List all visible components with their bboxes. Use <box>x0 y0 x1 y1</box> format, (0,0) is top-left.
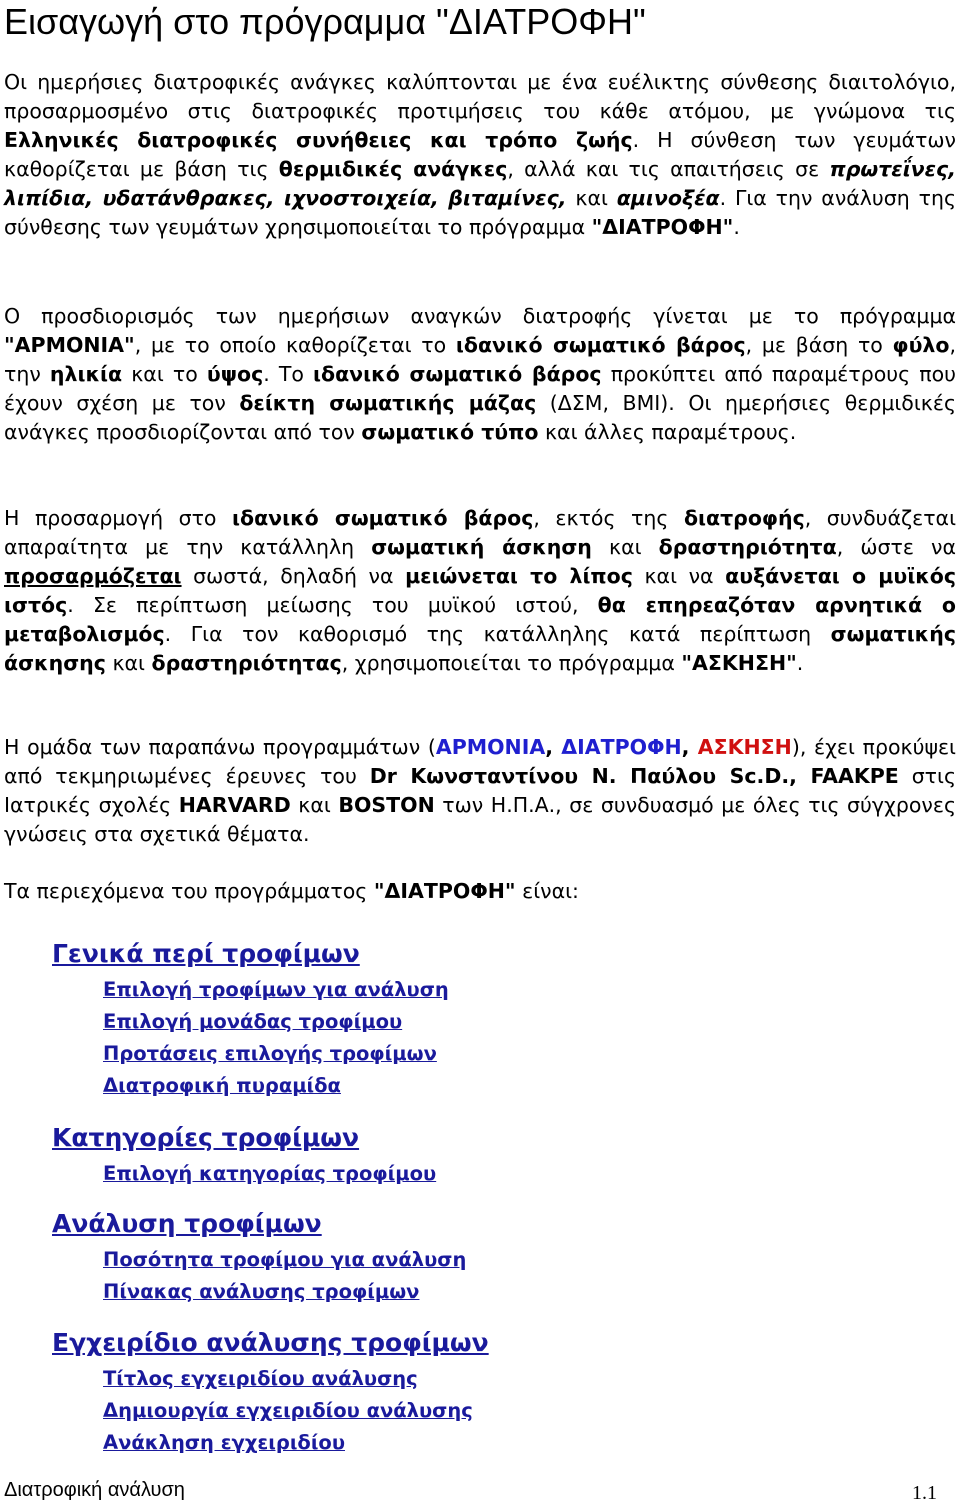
intro-paragraph <box>4 68 956 242</box>
emphasis: ιδανικό σωματικό βάρος <box>455 333 746 357</box>
text: , συνδυάζεται απαραίτητα με την κατάλληλη <box>4 506 957 559</box>
text: . Για την ανάλυση της σύνθεσης των γευμάτων χρησιμοποιείται το πρόγραμμα <box>4 186 956 239</box>
toc-link-handbook-create[interactable]: Δημιουργία εγχειριδίου ανάλυσης <box>103 1399 473 1422</box>
programs-paragraph <box>4 733 956 849</box>
text: , χρησιμοποιείται το πρόγραμμα <box>341 651 682 675</box>
text: και να <box>632 564 726 588</box>
text: είναι: <box>515 879 579 903</box>
emphasis: δείκτη σωματικής μάζας <box>239 391 537 415</box>
toc-heading-handbook[interactable]: Εγχειρίδιο ανάλυσης τροφίμων <box>52 1328 489 1357</box>
text: Οι ημερήσιες διατροφικές ανάγκες καλύπτονται με ένα ευέλικτης σύνθεσης διαιτολόγιο, προσαρμοσμένο στις διατροφικές προτιμήσεις του κάθε ατόμου, με γνώμονα τις <box>4 70 956 123</box>
emphasis: ύψος <box>206 362 264 386</box>
emphasis: "ΑΡΜΟΝΙΑ" <box>4 333 135 357</box>
emphasis: μειώνεται το λίπος <box>405 564 633 588</box>
text: των Η.Π.Α., σε συνδυασμό με όλες τις σύγχρονες γνώσεις στα σχετικά θέματα. <box>4 793 956 846</box>
text: σωστά, δηλαδή να <box>181 564 406 588</box>
text: Η προσαρμογή στο <box>4 506 232 530</box>
emphasis: προσαρμόζεται <box>4 564 182 588</box>
toc-link-food-suggestions[interactable]: Προτάσεις επιλογής τροφίμων <box>103 1042 437 1065</box>
emphasis: "ΔΙΑΤΡΟΦΗ" <box>591 215 734 239</box>
emphasis: ιδανικό σωματικό βάρος <box>232 506 534 530</box>
emphasis: ιδανικό σωματικό βάρος <box>313 362 602 386</box>
text: , αλλά και τις απαιτήσεις σε <box>507 157 830 181</box>
contents-intro <box>4 877 956 906</box>
needs-paragraph <box>4 302 956 447</box>
emphasis: θερμιδικές ανάγκες <box>278 157 508 181</box>
text: , με το οποίο καθορίζεται το <box>134 333 456 357</box>
text: στις Ιατρικές σχολές <box>4 764 956 817</box>
emphasis: αμινοξέα <box>616 186 720 210</box>
emphasis: "ΑΣΚΗΣΗ" <box>681 651 797 675</box>
toc-link-food-selection[interactable]: Επιλογή τροφίμων για ανάλυση <box>103 978 449 1001</box>
emphasis: θα επηρεαζόταν αρνητικά ο μεταβολισμός <box>4 593 956 646</box>
text: , ώστε να <box>836 535 956 559</box>
emphasis: σωματικής άσκησης <box>4 622 956 675</box>
text: και άλλες παραμέτρους. <box>538 420 797 444</box>
emphasis: "ΔΙΑΤΡΟΦΗ" <box>373 879 516 903</box>
toc-heading-categories[interactable]: Κατηγορίες τροφίμων <box>52 1123 360 1152</box>
text: . Για τον καθορισμό της κατάλληλης κατά περίπτωση <box>164 622 831 646</box>
emphasis: HARVARD <box>178 793 291 817</box>
emphasis: ηλικία <box>49 362 123 386</box>
footer-section-title: Διατροφική ανάλυση <box>4 1479 185 1501</box>
text: Η ομάδα των παραπάνω προγραμμάτων ( <box>4 735 436 759</box>
text: και <box>566 186 617 210</box>
program-name-askisi: ΑΣΚΗΣΗ <box>697 735 792 759</box>
toc-link-analysis-table[interactable]: Πίνακας ανάλυσης τροφίμων <box>103 1280 420 1303</box>
exercise-paragraph <box>4 504 956 678</box>
toc-link-handbook-title[interactable]: Τίτλος εγχειριδίου ανάλυσης <box>103 1367 418 1390</box>
emphasis: δραστηριότητας <box>151 651 342 675</box>
program-name-armonia: ΑΡΜΟΝΙΑ <box>435 735 546 759</box>
text: . Το <box>263 362 314 386</box>
text: , εκτός της <box>533 506 684 530</box>
toc-heading-analysis[interactable]: Ανάλυση τροφίμων <box>52 1209 322 1238</box>
page-title: Εισαγωγή στο πρόγραμμα "ΔΙΑΤΡΟΦΗ" <box>4 1 646 42</box>
program-name-diatrofi: ΔΙΑΤΡΟΦΗ <box>561 735 682 759</box>
text: Τα περιεχόμενα του προγράμματος <box>4 879 374 903</box>
page-number: 1.1 <box>912 1482 937 1504</box>
text: . Η σύνθεση των γευμάτων καθορίζεται με βάση τις <box>4 128 956 181</box>
text: (ΔΣΜ, BMI). Οι ημερήσιες θερμιδικές ανάγκες προσδιορίζονται από τον <box>4 391 956 444</box>
emphasis: BOSTON <box>338 793 435 817</box>
text: ), έχει προκύψει από τεκμηριωμένες έρευνες του <box>4 735 956 788</box>
text: και <box>290 793 339 817</box>
toc-link-food-pyramid[interactable]: Διατροφική πυραμίδα <box>103 1074 341 1097</box>
emphasis: αυξάνεται ο μυϊκός ιστός <box>4 564 956 617</box>
toc-heading-general[interactable]: Γενικά περί τροφίμων <box>52 939 360 968</box>
emphasis: διατροφής <box>683 506 805 530</box>
emphasis: σωματικό τύπο <box>361 420 539 444</box>
text: Ο προσδιορισμός των ημερήσιων αναγκών διατροφής γίνεται με το πρόγραμμα <box>4 304 956 328</box>
toc-link-quantity[interactable]: Ποσότητα τροφίμου για ανάλυση <box>103 1248 467 1271</box>
text: και <box>591 535 659 559</box>
text: . <box>733 215 740 239</box>
emphasis: δραστηριότητα <box>658 535 837 559</box>
text: και το <box>122 362 207 386</box>
text: και <box>105 651 152 675</box>
emphasis: σωματική άσκηση <box>371 535 592 559</box>
toc-link-category-selection[interactable]: Επιλογή κατηγορίας τροφίμου <box>103 1162 437 1185</box>
toc-link-food-unit[interactable]: Επιλογή μονάδας τροφίμου <box>103 1010 403 1033</box>
toc-link-handbook-recall[interactable]: Ανάκληση εγχειριδίου <box>103 1431 345 1454</box>
emphasis: Dr Κωνσταντίνου Ν. Παύλου Sc.D., FAAKPE <box>369 764 899 788</box>
text: . <box>796 651 804 675</box>
text: , την <box>4 333 956 386</box>
text: . Σε περίπτωση μείωσης του μυϊκού ιστού, <box>67 593 598 617</box>
text: , <box>681 735 698 759</box>
emphasis: φύλο <box>892 333 950 357</box>
text: προκύπτει από παραμέτρους που έχουν σχέση με τον <box>4 362 957 415</box>
text: , <box>545 735 562 759</box>
emphasis: Ελληνικές διατροφικές συνήθειες και τρόπο ζωής <box>4 128 633 152</box>
emphasis: πρωτεΐνες, λιπίδια, υδατάνθρακες, ιχνοστοιχεία, βιταμίνες, <box>4 157 956 210</box>
text: , με βάση το <box>745 333 893 357</box>
